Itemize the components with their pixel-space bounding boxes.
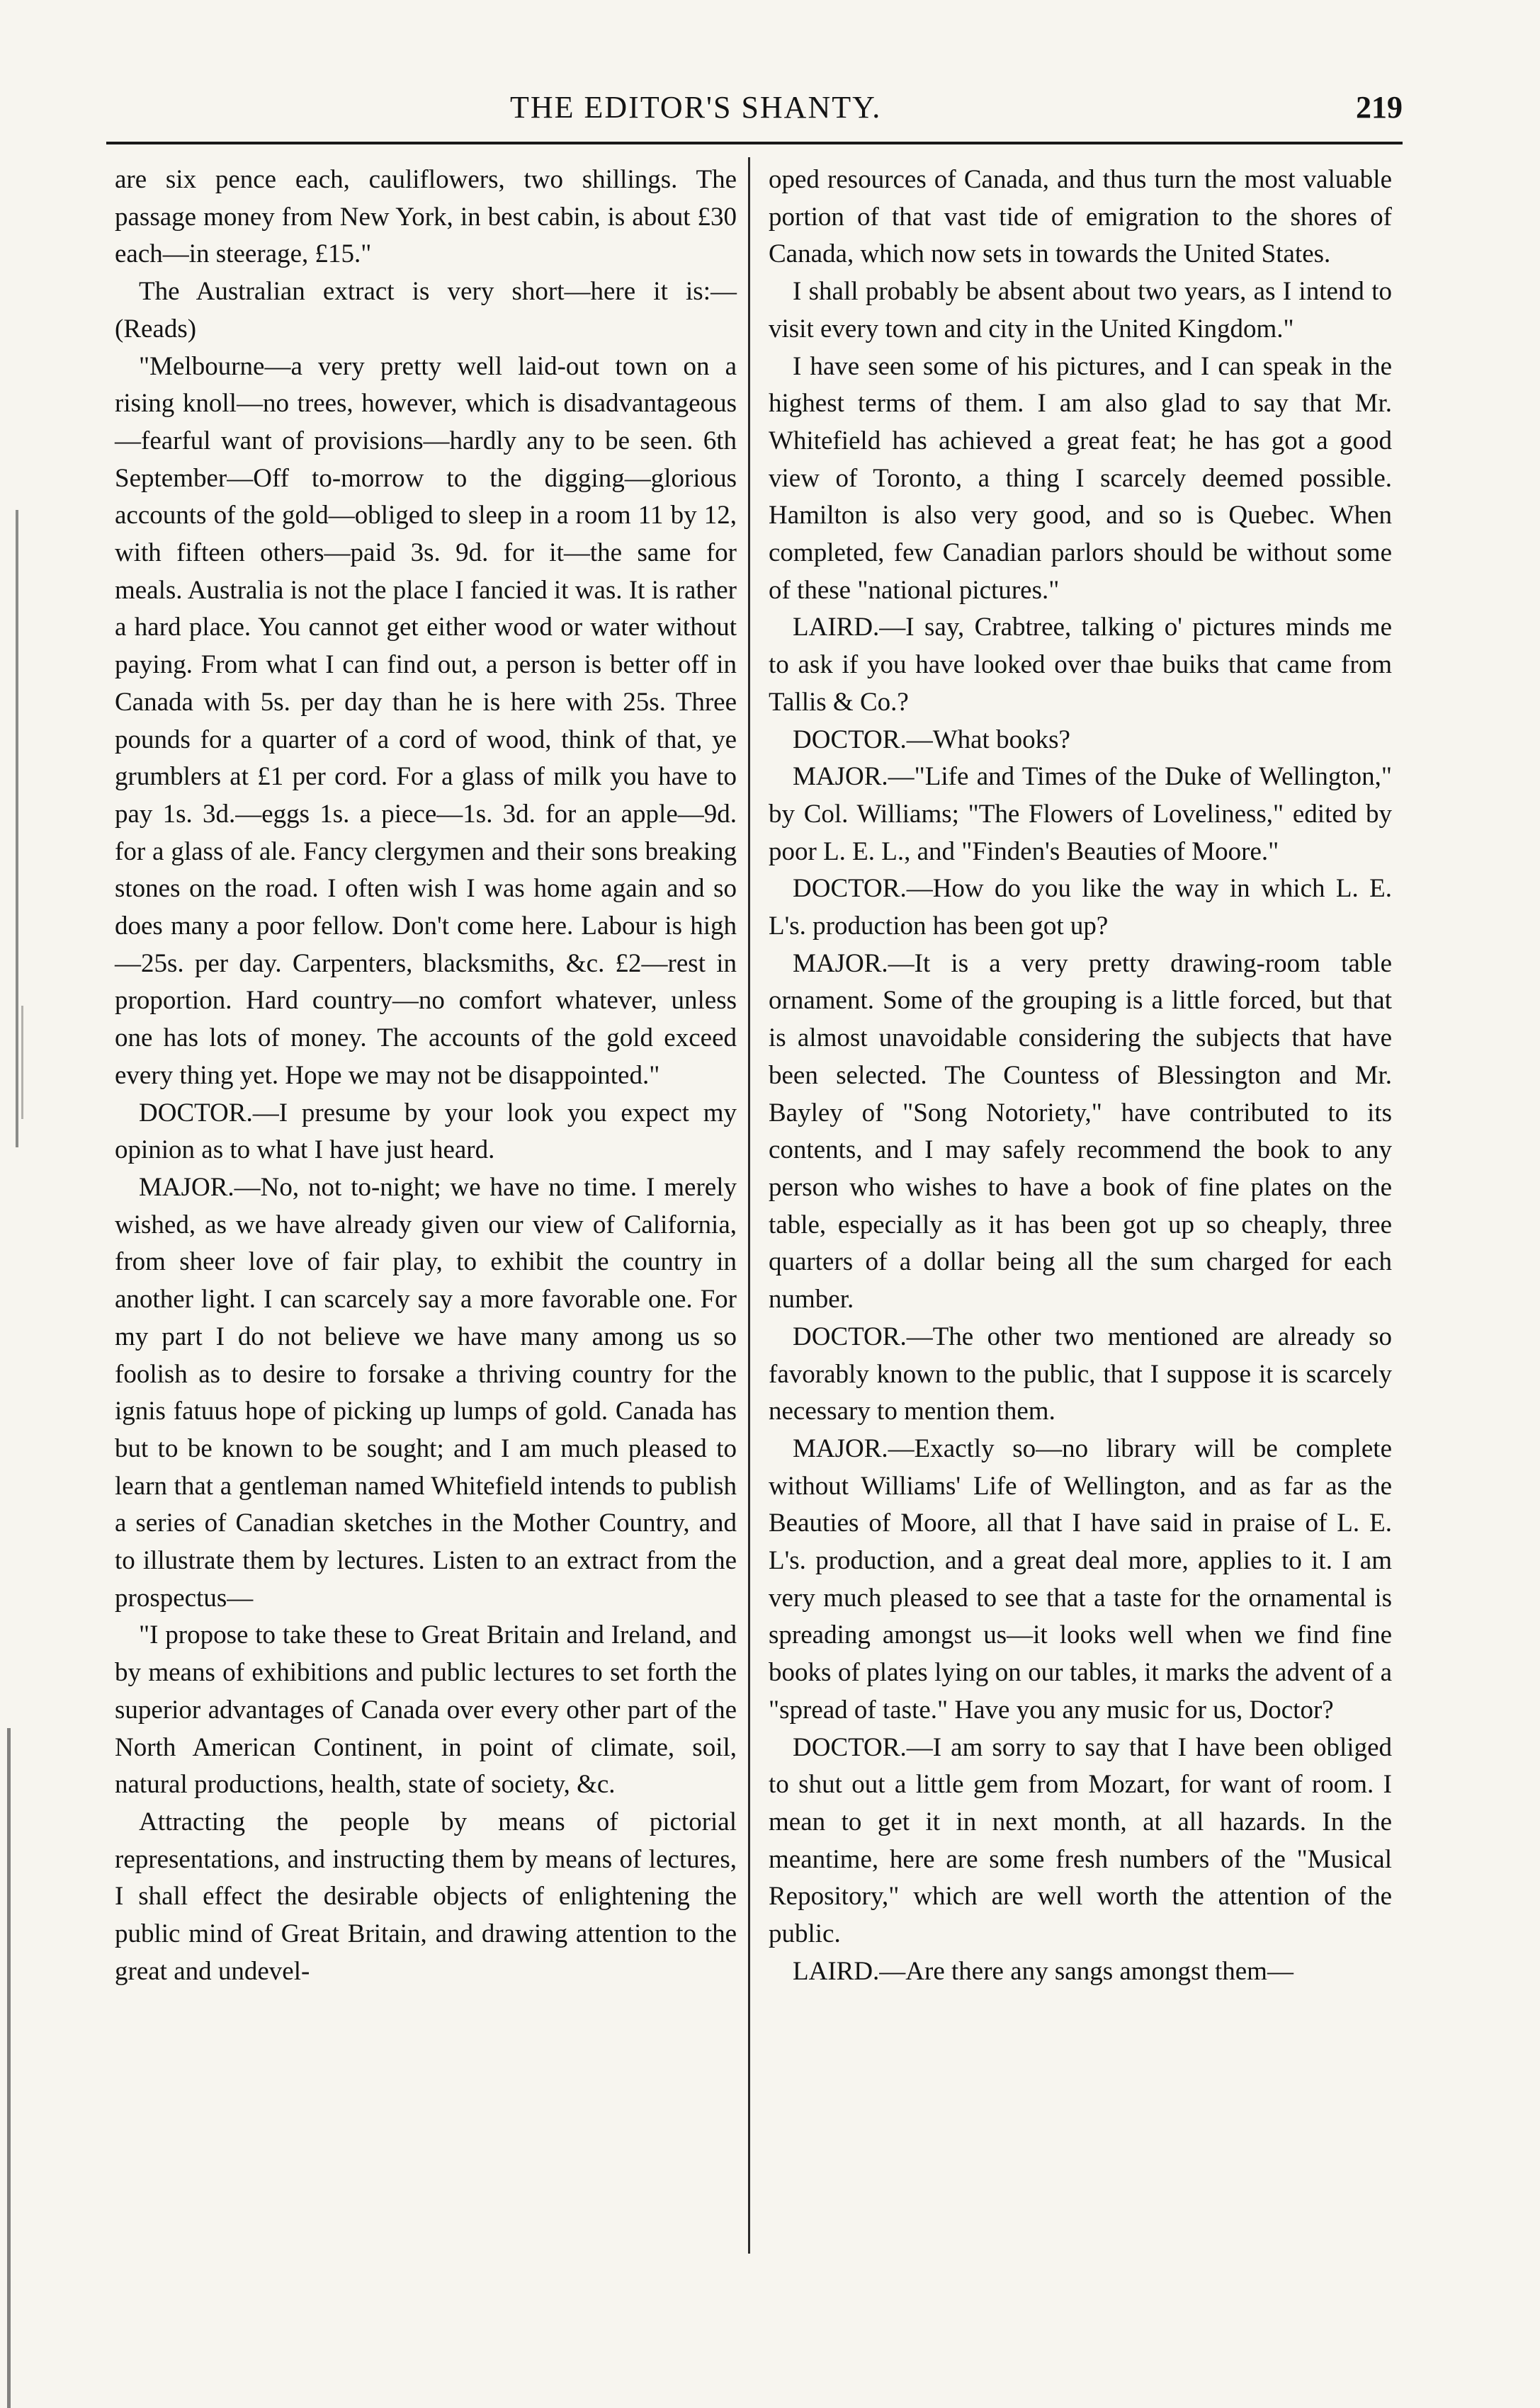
- paragraph: are six pence each, cauliflowers, two shillings. The passage money from New York, in best cabin, is about £30 each—in steerage, £15.": [115, 165, 737, 269]
- paragraph: oped resources of Canada, and thus turn the most valuable portion of that vast tide of emigration to the shores of Canada, which now sets in towards the United States.: [769, 165, 1392, 269]
- paragraph: Attracting the people by means of pictorial representations, and instructing them by means of lectures, I shall effect the desirable objects of enlightening the public mind of Great Britain, and drawing attention to the great and undevel-: [115, 1807, 737, 1986]
- header-rule: [106, 142, 1403, 144]
- paragraph: LAIRD.—I say, Crabtree, talking o' pictures minds me to ask if you have looked over thae buiks that came from Tallis & Co.?: [769, 613, 1392, 717]
- paragraph: MAJOR.—No, not to-night; we have no time. I merely wished, as we have already given our view of California, from sheer love of fair play, to exhibit the country in another light. I can scarcely say a more favorable one. For my part I do not believe we have many among us so foolish as to desire to forsake a thriving country for the ignis fatuus hope of picking up lumps of gold. Canada has but to be known to be sought; and I am much pleased to learn that a gentleman named Whitefield intends to publish a series of Canadian sketches in the Mother Country, and to illustrate them by lectures. Listen to an extract from the prospectus—: [115, 1172, 737, 1613]
- paragraph: LAIRD.—Are there any sangs amongst them—: [793, 1956, 1293, 1986]
- paragraph: DOCTOR.—What books?: [793, 725, 1070, 754]
- document-page: [106, 0, 1403, 2390]
- column-divider: [748, 157, 750, 2254]
- page-header: [106, 89, 1403, 139]
- left-column: [115, 161, 737, 1990]
- paragraph: "I propose to take these to Great Britain and Ireland, and by means of exhibitions and public lectures to set forth the superior advantages of Canada over every other part of the North American Continent, in point of climate, soil, natural productions, health, state of society, &c.: [115, 1620, 737, 1800]
- paragraph: DOCTOR.—I am sorry to say that I have been obliged to shut out a little gem from Mozart, for want of room. I mean to get it in next month, at all hazards. In the meantime, here are some fresh numbers of the "Musical Repository," which are well worth the attention of the public.: [769, 1732, 1392, 1949]
- paragraph: DOCTOR.—How do you like the way in which L. E. L's. production has been got up?: [769, 874, 1392, 941]
- binding-edge-marks: [0, 0, 57, 2390]
- paragraph: MAJOR.—"Life and Times of the Duke of Wellington," by Col. Williams; "The Flowers of Loveliness," edited by poor L. E. L., and "Finden's Beauties of Moore.": [769, 762, 1392, 866]
- paragraph: The Australian extract is very short—here it is:—(Reads): [115, 277, 737, 343]
- paragraph: "Melbourne—a very pretty well laid-out town on a rising knoll—no trees, however, which is disadvantageous—fearful want of provisions—hardly any to be seen. 6th September—Off to-morrow to the digging—glorious accounts of the gold—obliged to sleep in a room 11 by 12, with fifteen others—paid 3s. 9d. for it—the same for meals. Australia is not the place I fancied it was. It is rather a hard place. You cannot get either wood or water without paying. From what I can find out, a person is better off in Canada with 5s. per day than he is here with 25s. Three pounds for a quarter of a cord of wood, think of that, ye grumblers at £1 per cord. For a glass of milk you have to pay 1s. 3d.—eggs 1s. a piece—1s. 3d. for an apple—9d. for a glass of ale. Fancy clergymen and their sons breaking stones on the road. I often wish I was home again and so does many a poor fellow. Don't come here. Labour is high—25s. per day. Carpenters, blacksmiths, &c. £2—rest in proportion. Hard country—no comfort whatever, unless one has lots of money. The accounts of the gold exceed every thing yet. Hope we may not be disappointed.": [115, 351, 737, 1090]
- paragraph: I shall probably be absent about two years, as I intend to visit every town and city in the United Kingdom.": [769, 277, 1392, 343]
- running-title: THE EDITOR'S SHANTY.: [510, 90, 882, 125]
- paragraph: MAJOR.—Exactly so—no library will be complete without Williams' Life of Wellington, and as far as the Beauties of Moore, all that I have said in praise of L. E. L's. production, and a great deal more, applies to it. I am very much pleased to see that a taste for the ornamental is spreading amongst us—it looks well when we find fine books of plates lying on our tables, it marks the advent of a "spread of taste." Have you any music for us, Doctor?: [769, 1433, 1392, 1725]
- right-column: [769, 161, 1392, 1990]
- paragraph: DOCTOR.—The other two mentioned are already so favorably known to the public, that I suppose it is scarcely necessary to mention them.: [769, 1322, 1392, 1426]
- paragraph: DOCTOR.—I presume by your look you expect my opinion as to what I have just heard.: [115, 1098, 737, 1165]
- page-number: 219: [1356, 90, 1403, 125]
- paragraph: MAJOR.—It is a very pretty drawing-room table ornament. Some of the grouping is a little forced, but that is almost unavoidable considering the subjects that have been selected. The Countess of Blessington and Mr. Bayley of "Song Notoriety," have contributed to its contents, and I may safely recommend the book to any person who wishes to have a book of fine plates on the table, especially as it has been got up so cheaply, three quarters of a dollar being all the sum charged for each number.: [769, 948, 1392, 1314]
- paragraph: I have seen some of his pictures, and I can speak in the highest terms of them. I am also glad to say that Mr. Whitefield has achieved a great feat; he has got a good view of Toronto, a thing I scarcely deemed possible. Hamilton is also very good, and so is Quebec. When completed, few Canadian parlors should be without some of these "national pictures.": [769, 351, 1392, 605]
